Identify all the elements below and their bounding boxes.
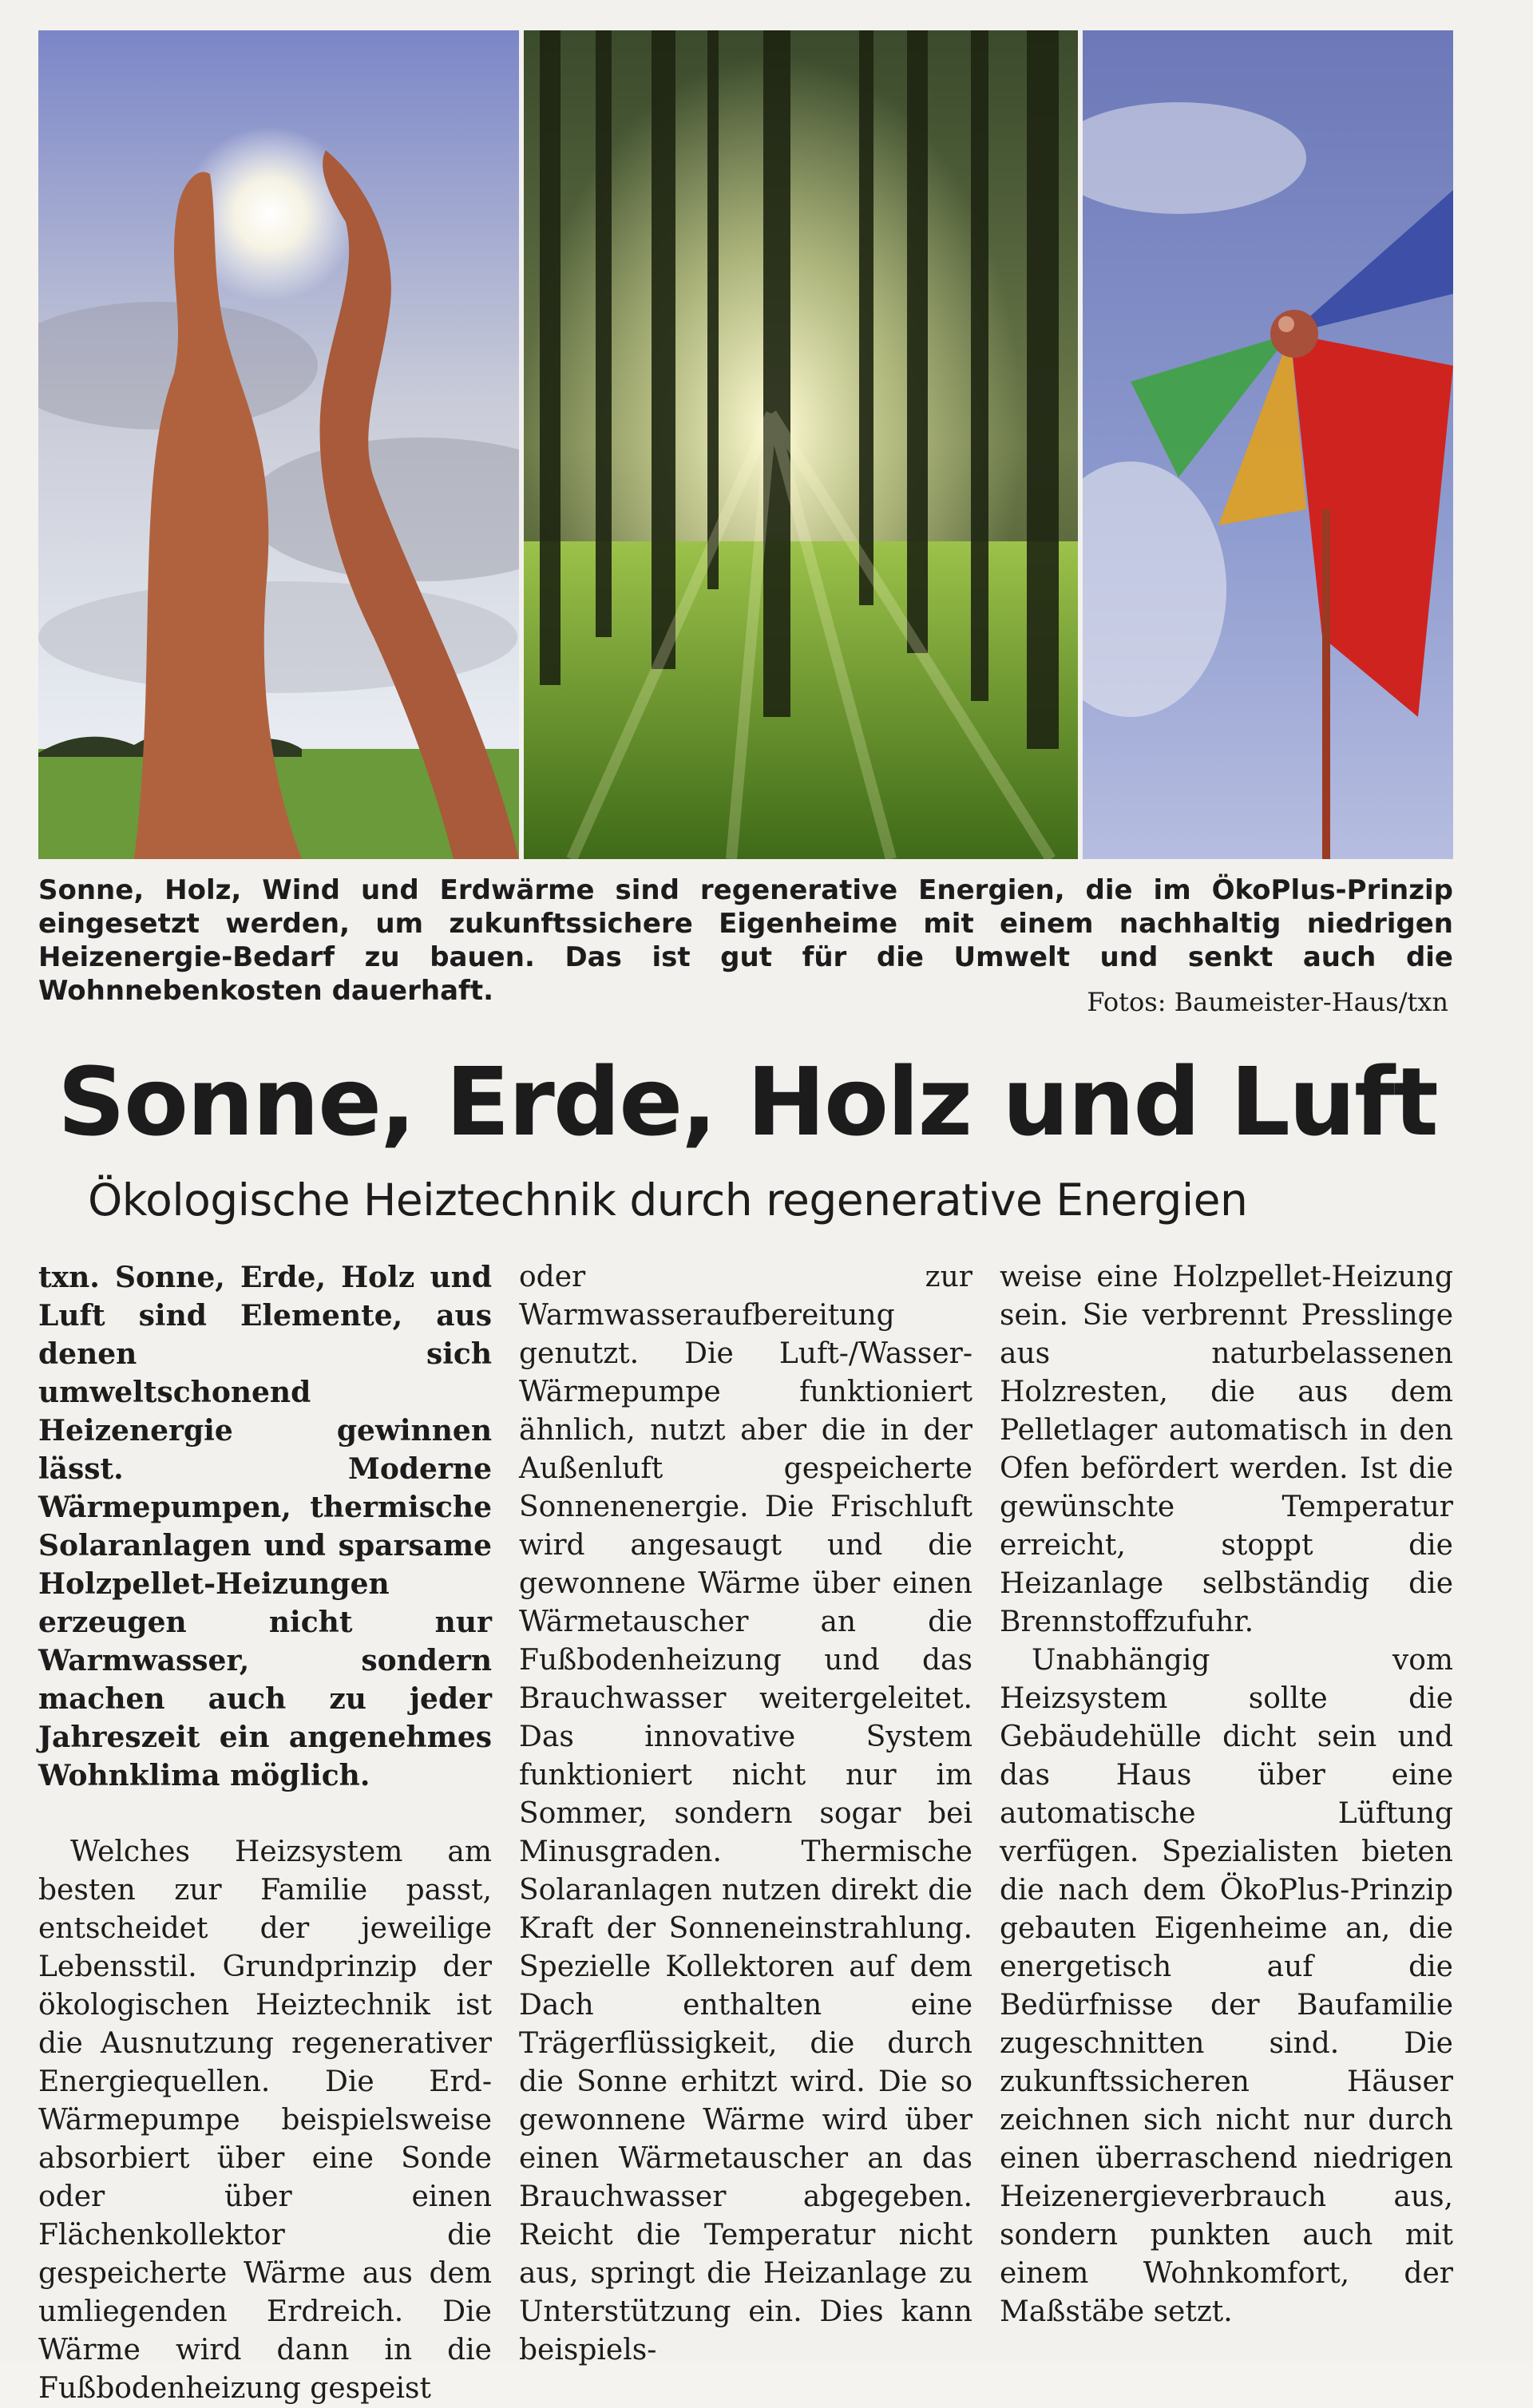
article-paragraph: weise eine Holzpellet-Heizung sein. Sie verbrennt Presslinge aus naturbelassenen Holzresten, die aus dem Pelletlager automatisch in den Ofen befördert werden. Ist die gewünschte Temperatur erreicht, stoppt die Heizanlage selbständig die Brennstoffzufuhr. bbox=[1000, 1261, 1453, 1638]
photo-forest-sunbeams bbox=[524, 30, 1078, 859]
article-paragraph: Welches Heizsystem am besten zur Familie passt, entscheidet der jeweilige Lebensstil. Grundprinzip der ökologischen Heiztechnik ist die Ausnutzung regenerativer Energiequellen. Die Erd-Wärmepumpe beispielsweise absorbiert über eine Sonde oder über einen Flächenkollektor die gespeicherte Wärme aus dem umliegenden Erdreich. Die Wärme wird dann in die Fußbodenheizung gespeist bbox=[38, 1836, 492, 2405]
article-lead: txn. Sonne, Erde, Holz und Luft sind Elemente, aus denen sich umweltschonend Heizenergie gewinnen lässt. Moderne Wärmepumpen, thermische Solaranlagen und sparsame Holzpellet-Heizungen erzeugen nicht nur Warmwasser, sondern machen auch zu jeder Jahreszeit ein angenehmes Wohnklima möglich. bbox=[38, 1261, 492, 1792]
photo-hands-sun bbox=[38, 30, 519, 859]
article-paragraph: oder zur Warmwasseraufbereitung genutzt. Die Luft-/Wasser-Wärmepumpe funktioniert ähnlich, nutzt aber die in der Außenluft gespeicherte Sonnenenergie. Die Frischluft wird angesaugt und die gewonnene Wärme über einen Wärmetauscher an die Fußbodenheizung und das Brauchwasser weitergeleitet. Das innovative System funktioniert nicht nur im Sommer, sondern sogar bei Minusgraden. Thermische Solaranlagen nutzen direkt die Kraft der Sonneneinstrahlung. Spezielle Kollektoren auf dem Dach enthalten eine Trägerflüssigkeit, die durch die Sonne erhitzt wird. Die so gewonnene Wärme wird über einen Wärmetauscher an das Brauchwasser abgegeben. Reicht die Temperatur nicht aus, springt die Heizanlage zu Unterstützung ein. Dies kann beispiels- bbox=[519, 1261, 972, 2366]
article-paragraph: Unabhängig vom Heizsystem sollte die Gebäudehülle dicht sein und das Haus über eine automatische Lüftung verfügen. Spezialisten bieten die nach dem ÖkoPlus-Prinzip gebauten Eigenheime an, die energetisch auf die Bedürfnisse der Baufamilie zugeschnitten sind. Die zukunftssicheren Häuser zeichnen sich nicht nur durch einen überraschend niedrigen Heizenergieverbrauch aus, sondern punkten auch mit einem Wohnkomfort, der Maßstäbe setzt. bbox=[1000, 1644, 1453, 2328]
photo-pinwheel bbox=[1083, 30, 1453, 859]
article-column-2 bbox=[519, 1258, 972, 2370]
headline: Sonne, Erde, Holz und Luft bbox=[57, 1047, 1437, 1157]
article-column-1 bbox=[38, 1258, 492, 2408]
photo-caption: Sonne, Holz, Wind und Erdwärme sind regenerative Energien, die im ÖkoPlus-Prinzip eingesetzt werden, um zukunftssichere Eigenheime mit einem nachhaltig niedrigen Heizenergie-Bedarf zu bauen. Das ist gut für die Umwelt und senkt auch die Wohnnebenkosten dauerhaft. bbox=[38, 874, 1453, 1007]
subheadline: Ökologische Heiztechnik durch regenerative Energien bbox=[88, 1174, 1248, 1226]
article-column-3 bbox=[1000, 1258, 1453, 2331]
photo-credit: Fotos: Baumeister-Haus/txn bbox=[1087, 987, 1448, 1017]
